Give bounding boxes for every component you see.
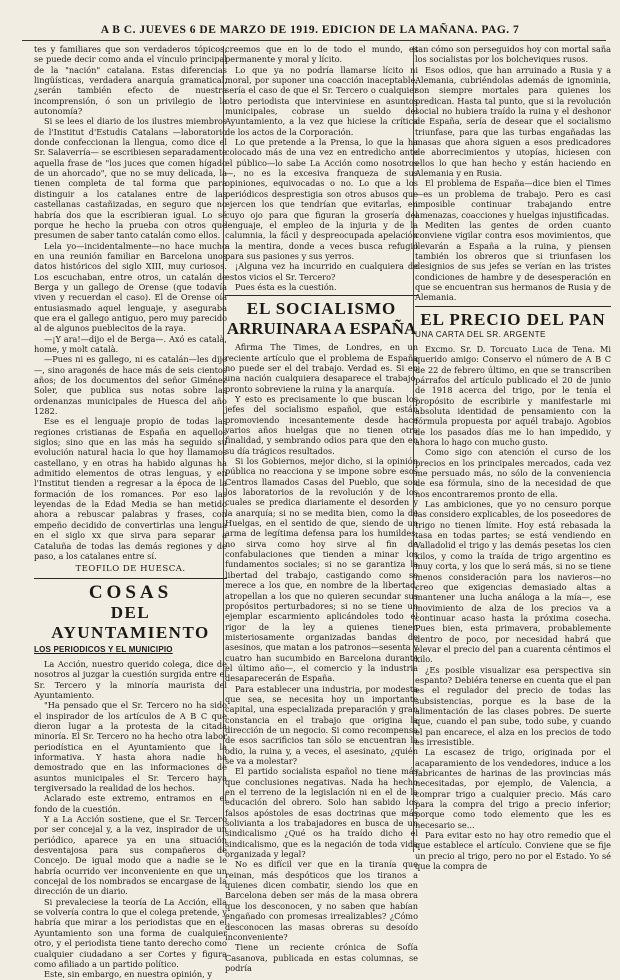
- section-rule: [34, 578, 227, 579]
- section-title-socialismo: EL SOCIALISMO: [246, 299, 397, 319]
- section-title-cosas: COSAS: [88, 581, 173, 603]
- column-1: [34, 44, 227, 980]
- paragraph: —Pues ni es gallego, ni es catalán—les dije—, sino aragonés de hace más de seis cientos años; de los documentos del señor Giménez Soler, que publica sus notas sobre las ordenanzas municipales de Huesca del año 1282.: [34, 354, 227, 417]
- paragraph: "Ha pensado que el Sr. Tercero no ha sido el inspirador de los artículos de A B C que dieron lugar a la protesta de la citada minoría. El Sr. Tercero no ha hecho otra labor periodística en el Ayuntamiento que la informativa. Y hasta ahora nadie ha demostrado que en las informaciones de asuntos municipales el Sr. Tercero haya tergiversado la realidad de los hechos.: [34, 700, 227, 793]
- paragraph: Aclarado este extremo, entramos en el fondo de la cuestión.: [34, 793, 227, 814]
- paragraph: ¡Alguna vez ha incurrido en cualquiera de estos vicios el Sr. Tercero?: [225, 261, 418, 282]
- paragraph: Afirma The Times, de Londres, en un reciente artículo que el problema de España no puede ser el del trabajo. Verdad es. Si en una nación cualquiera desaparece el trabajo, pronto sobreviene la ruina y la anarquía.: [225, 342, 418, 394]
- paragraph: La Acción, nuestro querido colega, dice de nosotros al juzgar la cuestión surgida entre el Sr. Tercero y la minoría maurista del Ayuntamiento.: [34, 658, 227, 700]
- paragraph: Lela yo—incidentalmente—no hace mucho en una reunión familiar en Barcelona unos datos históricos del siglo XIII, muy curiosos. Los escuchaban, entre otros, un catalán de Berga y un gallego de Orense (que todavía viven y recuerdan el caso). El de Orense oía entusiasmado aquel lenguaje, y aseguraba que era el gallego antiguo, pero muy parecido al de algunos pueblecitos de la raya.: [34, 240, 227, 334]
- paragraph: Este, sin embargo, en nuestra opinión, y: [44, 969, 212, 980]
- paragraph: Si los Gobiernos, mejor dicho, si la opinión pública no reacciona y se impone sobre esos Centros llamados Casas del Pueblo, que son los laboratorios de la revolución y de los cuales se predica diariamente el desorden y la anarquía; si no se medita bien, como la de Huelgas, en el sentido de que, siendo de un arma de legítima defensa para los humildes, no sirva como hoy sirve al fin de confabulaciones que tienden a minar los fundamentos sociales; si no se garantiza la libertad del trabajo, castigando como se merece a los que, en nombre de la libertad, atropellan a los que no quieren secundar sus propósitos perturbadores; si no se tiene un ejemplar escarmiento aplicándoles todo el rigor de la ley a quienes tienen misteriosamente organizadas bandas de asesinos, que matan a los patronos—sesenta y cuatro han sucumbido en Barcelona durante el último año—, el comercio y la industria desaparecerán de España.: [225, 456, 418, 684]
- paragraph: No es difícil ver que en la tiranía que reinan, más despóticos que los tiranos a quienes dicen combatir, siendo los que en Barcelona deben ser más de la masa obrera que los desconocen, y no saben que habían engañado con promesas irrealizables? ¿Cómo desconocen las masas obreras su desoído inconveniente?: [225, 859, 418, 942]
- paragraph: tes y familiares que son verdaderos tópicos, se puede decir como anda el vínculo principal de la "nación" catalana. Estas diferencias lingüísticas, verdadera anarquía gramatical, ¿serán también efecto de nuestra incomprensión, ó son un privilegio de la autonomía?: [34, 44, 227, 117]
- section-subtitle: LOS PERIODICOS Y EL MUNICIPIO: [34, 644, 173, 654]
- section-title-arruinara: ARRUINARA A ESPAÑA: [226, 319, 417, 339]
- paragraph: Para evitar esto no hay otro remedio que el que establece el artículo. Conviene que se fije un precio al trigo, pero no por el Estado. Yo sé que la compra de: [415, 830, 611, 872]
- section-rule: [415, 306, 611, 307]
- header-rule: [22, 40, 606, 41]
- paragraph: creemos que en lo de todo el mundo, es permanente y moral y lícito.: [225, 44, 418, 65]
- paragraph: Pues ésta es la cuestión.: [235, 281, 337, 292]
- paragraph: Y a La Acción sostiene, que el Sr. Tercero por ser concejal y, a la vez, inspirador de un periódico, aparece ya en una situación desventajosa para sus compañeros de Concejo. De igual modo que a nadie se le habría ocurrido ver inconveniente en que un concejal de los nombrados se encargase de la dirección de un diario.: [34, 814, 227, 897]
- paragraph: Lo que ya no podría llamarse lícito ni moral, por suponer una coacción inaceptable, sería el caso de que el Sr. Tercero o cualquier otro periodista que interviniese en asuntos municipales, cobrase un sueldo del Ayuntamiento, a la vez que hiciese la crítica de los actos de la Corporación.: [225, 64, 418, 137]
- paragraph: ¿Es posible visualizar esa perspectiva sin espanto? Debiéra tenerse en cuenta que el pan es el regulador del precio de todas las subsistencias, porque es la base de la alimentación de las clases pobres. De suerte que, cuando el pan sube, todo sube, y cuando el pan encarece, el alza en los precios de todo es irresistible.: [415, 664, 611, 747]
- paragraph: La escasez de trigo, originada por el acaparamiento de los vendedores, induce a los fabricantes de harinas de las provincias más necesitadas, por ejemplo, de Valencia, a comprar trigo a cualquier precio. Más caro para la compra del trigo a precio inferior; porque como todo elemento que les es necesario se...: [415, 747, 611, 830]
- section-title-ayuntamiento: DEL AYUNTAMIENTO: [51, 602, 210, 642]
- article-signature: TEOFILO DE HUESCA.: [75, 564, 186, 575]
- page-header: A B C. JUEVES 6 DE MARZO DE 1919. EDICION DE LA MAÑANA. PAG. 7: [100, 24, 520, 36]
- column-2: [225, 44, 418, 973]
- paragraph: Mediten las gentes de orden cuanto conviene vigilar contra esos movimientos, que llevarán a España a la ruina, y piensen también los obreros que si triunfasen los designios de sus jefes se verían en las tristes condiciones de hambre y de desesperación en que se encuentran sus hermanos de Rusia y de Alemania.: [415, 219, 611, 303]
- paragraph: Si se lees el diario de los ilustres miembros de l'Institut d'Estudis Catalans —laboratorio donde confeccionan la llengua, como dice el Sr. Salaverría— se escribiesen separadamente aquella frase de "los juces que comen hígado de un ahorcado", que no se muy delicada, la tienen completa de tal forma que para distinguir a los catalanes entre de las castellanas castañizadas, en seguro que no habría dos que la escribieran igual. Lo sé porque he hecho la prueba con otros que presumen de saber tanto catalán como ellos.: [34, 116, 227, 241]
- paragraph: Para establecer una industria, por modesta que sea, se necesita hoy un importante capital, una especializada preparación y gran constancia en el trabajo que origina la dirección de un negocio. Si como recompensa de esos sacrificios tan sólo se encuentran la odio, la ruina y, a veces, el asesinato, ¿quién se va a molestar?: [225, 683, 418, 766]
- paragraph: Como sigo con atención el curso de los precios en los principales mercados, cada vez me persuado más, no sólo de la conveniencia de esa fórmula, sino de la necesidad de que nos encontraremos pronto de ella.: [415, 447, 611, 499]
- paragraph: Lo que pretende a la Prensa, lo que la ha colocado más de una vez en entredicho ante el público—lo sabe La Acción como nosotros—, no es la excesiva franqueza de sus opiniones, equivocadas o no. Lo que a los periódicos desprestigia son otros abusos que ejercen los que tendrían que evitarlas, en cuyo ojo para que figuran la grosería del lenguaje, el empleo de la injuria y de la calumnia, la fácil y despreocupada apelación a la mentira, donde a veces busca refugio para sus pasiones y sus yerros.: [225, 137, 418, 261]
- paragraph: El partido socialista español no tiene más que conclusiones negativas. Nada ha hecho en el terreno de la legislación ni en el de la educación del obrero. Solo han sabido los falsos apóstoles de esas doctrinas que más solivianta a los trabajadores en busca de un sindicalismo ¿Qué os ha traído dicho el sindicalismo, que es la negación de toda vida organizada y legal?: [225, 766, 418, 860]
- paragraph: Las ambiciones, que yo no censuro porque las considero explicables, de los poseedores de trigo no tienen límite. Hoy está rebasada la tasa en todas partes; se está vendiendo en Valladolid el trigo y las demás pesetas los cien kilos, y como la traída de trigo argentino es muy corta, y los que lo será más, si no se tiene menos consideración para los navieros—no creo que exigencias demasiado altas a mantener una lucha análoga a la mía—, ese movimiento de alza de los precios va a continuar acaso hasta la próxima cosecha. Pues bien, esta primavera, probablemente dentro de poco, por necesidad habrá que elevar el precio del pan a cuarenta céntimos el kilo.: [415, 499, 611, 665]
- column-3: [415, 44, 611, 872]
- paragraph: Excmo. Sr. D. Torcuato Luca de Tena. Mi querido amigo: Conservo el número de A B C de 22 de febrero último, en que se transcriben párrafos del artículo publicado el 20 de junio de 1918 acerca del trigo, por le tenía el propósito de escribirle y manifestarle mi absoluta identidad de pensamiento con la fórmula propuesta por aquél trabajo. Agobios de los pasados días me lo han impedido, y ahora lo hago con mucho gusto.: [415, 343, 611, 448]
- paragraph: tan cómo son perseguidos hoy con mortal saña los socialistas por los bolcheviques rusos.: [415, 44, 611, 65]
- paragraph: Y esto es precisamente lo que buscan los jefes del socialismo español, que están promoviendo incesantemente desde hace varios años huelgas que no tienen otra finalidad, y sembrando odios para que den en su día trágicos resultados.: [225, 393, 418, 456]
- paragraph: Ese es el lenguaje propio de todas las regiones cristianas de España en aquellos siglos; sino que en las más ha seguido su evolución natural hacia lo que hoy llamamos castellano, y en otras ha habido algunas ha admitido elementos de otras lenguas, y en l'Institut tienden a regresar a la época de la formación de los romances. Por eso las leyendas de la Edad Media se han metido ahora a rebuscar palabras y frases, con empeño decidido de convertirlas una lengua en el siglo xx que sirva para separar a Cataluña de todas las demás regiones y de paso, a los catalanes entre sí.: [34, 416, 227, 561]
- section-subtitle: UNA CARTA DEL SR. ARGENTE: [415, 329, 546, 339]
- section-rule: [225, 295, 418, 296]
- paragraph: —¡Y ara!—dijo el de Berga—. Axó es català, home, y molt català.: [34, 333, 227, 354]
- paragraph: Si prevaleciese la teoría de La Acción, ella se volvería contra lo que el colega pretende, y habría que mirar a los periodistas que en el Ayuntamiento son una forma de cualquier otro, y el periodista tiene tanto derecho como cualquier ciudadano a ser Cortes y figura como afiliado a un partido político.: [34, 896, 227, 969]
- section-title-precio-pan: EL PRECIO DEL PAN: [420, 309, 606, 329]
- paragraph: Tiene un reciente crónica de Sofía Casanova, publicada en estas columnas, se podría: [225, 942, 418, 973]
- paragraph: El problema de España—dice bien el Times—es un problema de trabajo. Pero es casi imposible continuar trabajando entre amenazas, coacciones y huelgas injustificadas.: [415, 178, 611, 220]
- paragraph: Esos odios, que han arruinado a Rusia y a Alemania, cubriéndolas además de ignominia, son siempre mortales para quienes los predican. Hasta tal punto, que si la revolución social no hubiera traído la ruina y el deshonor de España, sería de desear que el socialismo triunfase, para que las turbas engañadas las masas que ahora siguen a esos predicadores de aborrecimientos y utopías, hiciesen con ellos lo que han hecho y están haciendo en Alemania y en Rusia.: [415, 64, 611, 179]
